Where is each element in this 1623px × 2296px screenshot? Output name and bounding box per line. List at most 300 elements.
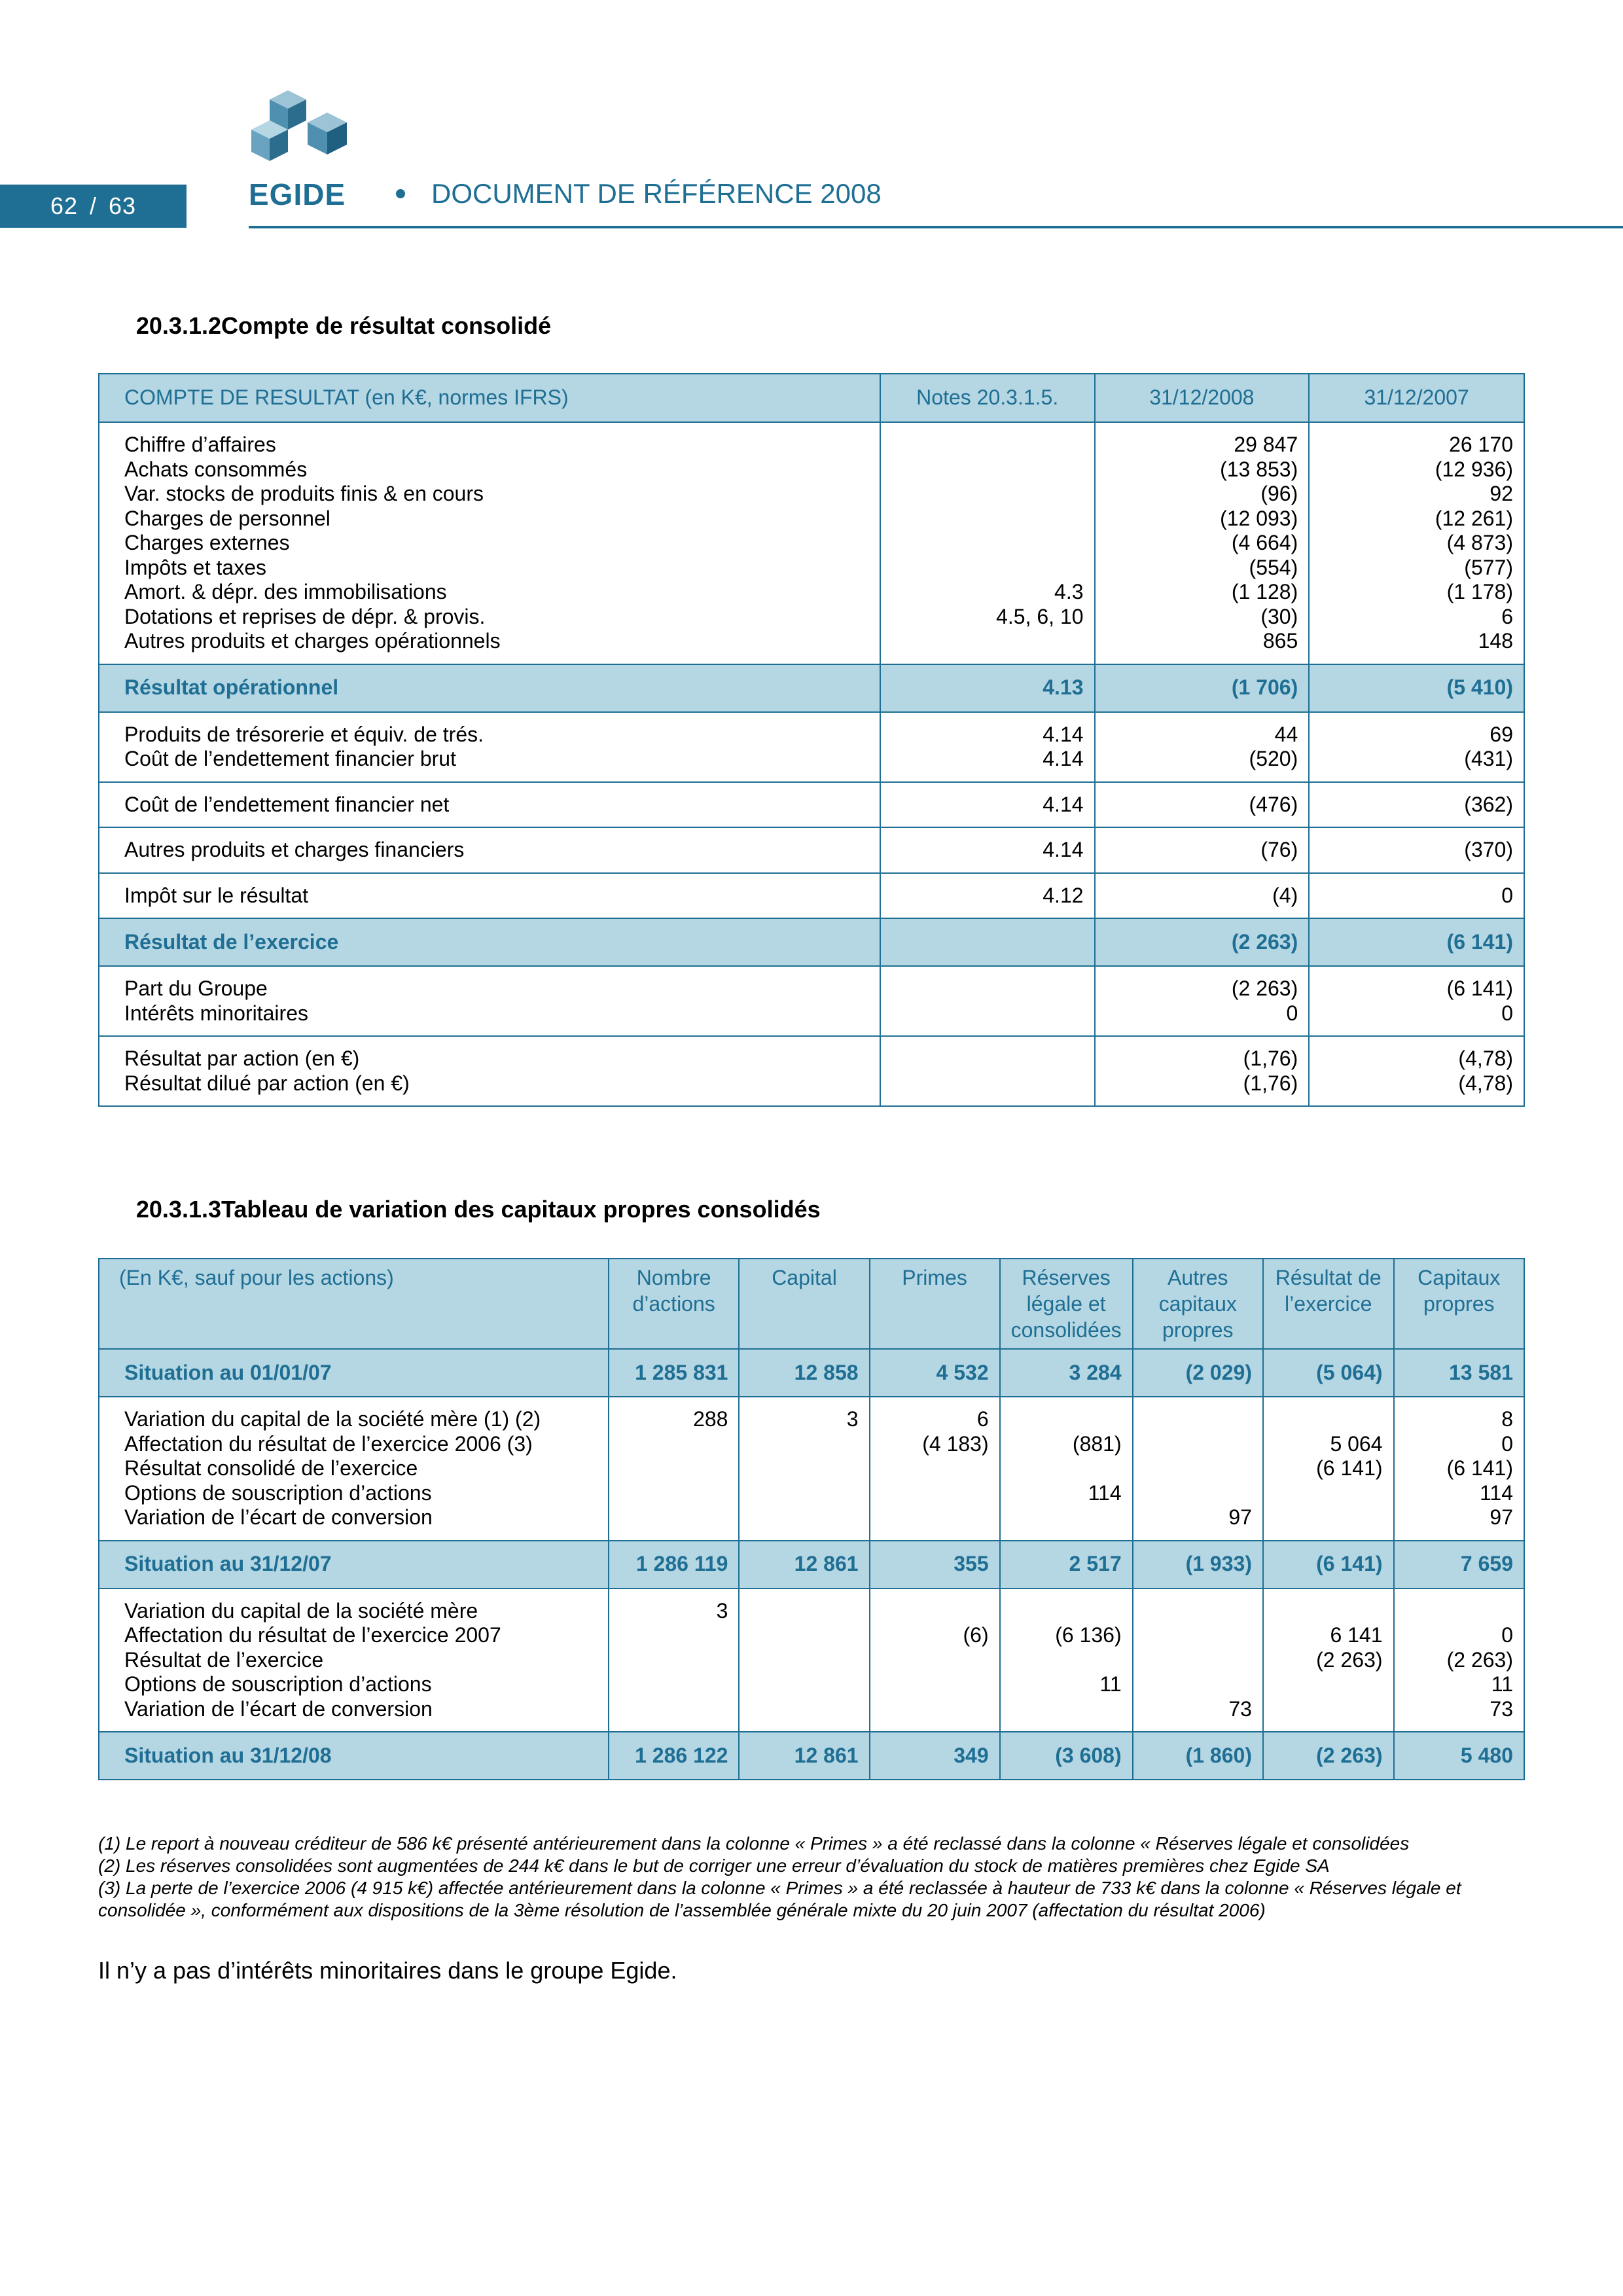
table-row bbox=[99, 873, 1524, 919]
value-cell bbox=[1133, 1349, 1263, 1397]
cell-line: 4.14 bbox=[1043, 792, 1084, 816]
cell-line bbox=[750, 1599, 858, 1624]
cell-line bbox=[750, 1672, 858, 1697]
cell-line: 29 847 bbox=[1234, 433, 1298, 456]
cell-line: 4.13 bbox=[1043, 675, 1084, 700]
cell-line: (2 029) bbox=[1185, 1360, 1252, 1384]
header-line: propres bbox=[1423, 1292, 1495, 1316]
situation-row bbox=[99, 1349, 1524, 1397]
cell-line bbox=[891, 1071, 1084, 1096]
cell-line: (431) bbox=[1464, 747, 1513, 770]
notes-cell bbox=[880, 782, 1095, 828]
cell-line: Résultat opérationnel bbox=[124, 675, 339, 700]
cell-line bbox=[1274, 1697, 1383, 1722]
cell-line bbox=[620, 1672, 728, 1697]
value-cell bbox=[1263, 1541, 1394, 1588]
value-cell bbox=[1000, 1349, 1133, 1397]
cell-line bbox=[881, 1456, 989, 1481]
value-2008-cell bbox=[1095, 1036, 1310, 1106]
cell-line: 97 bbox=[1228, 1505, 1252, 1529]
cell-line: (1 933) bbox=[1185, 1552, 1252, 1576]
value-cell bbox=[870, 1349, 1000, 1397]
cell-line: (4) bbox=[1272, 883, 1298, 907]
row-label-cell bbox=[99, 1349, 609, 1397]
cell-line: (577) bbox=[1464, 555, 1513, 579]
cell-line bbox=[620, 1623, 728, 1648]
cell-line: 3 bbox=[716, 1598, 728, 1623]
value-2007-cell bbox=[1309, 966, 1524, 1036]
cell-line: 12 861 bbox=[794, 1743, 859, 1767]
header-line: Résultat de bbox=[1275, 1266, 1382, 1289]
value-cell bbox=[1263, 1397, 1394, 1541]
value-cell bbox=[1394, 1588, 1524, 1732]
row-label-cell bbox=[99, 1588, 609, 1732]
section-heading-income-statement bbox=[98, 312, 551, 340]
cell-line: (4,78) bbox=[1458, 1071, 1513, 1095]
value-cell bbox=[739, 1397, 869, 1541]
cell-line: (96) bbox=[1260, 482, 1298, 505]
cell-line: (6 141) bbox=[1446, 977, 1513, 1000]
cell-line bbox=[750, 1432, 858, 1457]
cell-line: Impôt sur le résultat bbox=[124, 883, 308, 907]
cell-line: 69 bbox=[1489, 722, 1513, 746]
value-cell bbox=[870, 1397, 1000, 1541]
header-cell: 31/12/2007 bbox=[1309, 374, 1524, 422]
cell-line: Situation au 01/01/07 bbox=[124, 1360, 332, 1384]
cell-line bbox=[750, 1623, 858, 1648]
cell-line: (6 141) bbox=[1446, 1456, 1513, 1480]
value-2007-cell bbox=[1309, 1036, 1524, 1106]
cell-line bbox=[620, 1648, 728, 1673]
row-label-cell bbox=[99, 918, 880, 966]
income-statement-table bbox=[98, 373, 1525, 1107]
cell-line bbox=[1144, 1407, 1252, 1432]
header-line: l’exercice bbox=[1285, 1292, 1372, 1316]
footnote: (1) Le report à nouveau créditeur de 586 k€ présenté antérieurement dans la colonne « Primes » a été reclassé dans la colonne « Réserves légale et consolidées bbox=[98, 1833, 1410, 1854]
cell-line: (12 936) bbox=[1435, 457, 1513, 481]
value-2008-cell bbox=[1095, 782, 1310, 828]
cell-line: (5 410) bbox=[1446, 675, 1513, 700]
row-label-cell bbox=[99, 712, 880, 782]
cell-line bbox=[750, 1505, 858, 1530]
value-cell bbox=[870, 1588, 1000, 1732]
logo-wordmark: EGIDE bbox=[249, 177, 346, 209]
page-current: 62 bbox=[50, 192, 78, 219]
row-label-cell bbox=[99, 1397, 609, 1541]
cell-line: 13 581 bbox=[1449, 1360, 1513, 1384]
header-cell bbox=[1263, 1259, 1394, 1349]
page-separator: / bbox=[89, 192, 97, 219]
value-2008-cell bbox=[1095, 827, 1310, 873]
cell-line: (4 873) bbox=[1446, 531, 1513, 554]
cell-line bbox=[1144, 1432, 1252, 1457]
cell-line: 355 bbox=[954, 1552, 989, 1576]
value-cell bbox=[609, 1732, 740, 1780]
header-cell bbox=[1394, 1259, 1524, 1349]
situation-row bbox=[99, 1732, 1524, 1780]
document-title-text: DOCUMENT DE RÉFÉRENCE 2008 bbox=[431, 178, 882, 209]
value-2007-cell bbox=[1309, 827, 1524, 873]
value-cell bbox=[1394, 1397, 1524, 1541]
header-line: (En K€, sauf pour les actions) bbox=[119, 1266, 394, 1289]
cell-line: 114 bbox=[1479, 1480, 1513, 1505]
cell-line: Affectation du résultat de l’exercice 2006 (3) bbox=[124, 1431, 533, 1456]
cell-line bbox=[1011, 1505, 1122, 1530]
row-label-cell bbox=[99, 1732, 609, 1780]
cell-line bbox=[1011, 1456, 1122, 1481]
cell-line: (4 183) bbox=[922, 1431, 989, 1456]
header-line: capitaux bbox=[1158, 1292, 1237, 1316]
cell-line bbox=[1144, 1623, 1252, 1648]
cell-line: 73 bbox=[1228, 1696, 1252, 1721]
value-cell bbox=[1000, 1397, 1133, 1541]
cell-line: 4.14 bbox=[1043, 747, 1084, 770]
value-cell bbox=[1394, 1541, 1524, 1588]
cell-line: (76) bbox=[1260, 838, 1298, 861]
cell-line bbox=[881, 1481, 989, 1506]
cell-line: (30) bbox=[1260, 604, 1298, 628]
cell-line: 8 bbox=[1501, 1407, 1513, 1431]
cell-line: 4.14 bbox=[1043, 838, 1084, 861]
cell-line: 6 bbox=[1501, 604, 1513, 628]
cell-line: 1 286 119 bbox=[635, 1552, 728, 1576]
header-cell: 31/12/2008 bbox=[1095, 374, 1310, 422]
value-cell bbox=[1394, 1732, 1524, 1780]
cell-line: Situation au 31/12/07 bbox=[124, 1552, 332, 1576]
page-total: 63 bbox=[109, 192, 137, 219]
header-cell bbox=[870, 1259, 1000, 1349]
cell-line: Résultat de l’exercice bbox=[124, 1647, 324, 1672]
value-2008-cell bbox=[1095, 918, 1310, 966]
value-cell bbox=[1000, 1541, 1133, 1588]
row-label-cell bbox=[99, 966, 880, 1036]
cell-line: 97 bbox=[1489, 1505, 1513, 1529]
cell-line: 5 480 bbox=[1460, 1743, 1513, 1767]
situation-row bbox=[99, 1541, 1524, 1588]
cell-line: (3 608) bbox=[1055, 1743, 1122, 1767]
cell-line bbox=[891, 629, 1084, 654]
cell-line: (370) bbox=[1464, 838, 1513, 861]
cell-line: (4 664) bbox=[1231, 531, 1298, 554]
cell-line: (2 263) bbox=[1446, 1647, 1513, 1672]
cell-line bbox=[620, 1481, 728, 1506]
value-cell bbox=[1133, 1588, 1263, 1732]
footnote: (2) Les réserves consolidées sont augmentées de 244 k€ dans le but de corriger une erreur d’évaluation du stock de matières premières chez Egide SA bbox=[98, 1856, 1330, 1876]
cell-line: Variation de l’écart de conversion bbox=[124, 1696, 433, 1721]
cell-line: 73 bbox=[1489, 1696, 1513, 1721]
notes-cell bbox=[880, 664, 1095, 712]
cell-line bbox=[1144, 1599, 1252, 1624]
cell-line: 26 170 bbox=[1449, 433, 1513, 456]
notes-cell bbox=[880, 422, 1095, 664]
cell-line: 0 bbox=[1501, 1431, 1513, 1456]
header-cell: Notes 20.3.1.5. bbox=[880, 374, 1095, 422]
cell-line bbox=[1144, 1481, 1252, 1506]
cell-line: 92 bbox=[1489, 482, 1513, 505]
cell-line: Part du Groupe bbox=[124, 977, 268, 1000]
cell-line: Résultat de l’exercice bbox=[124, 929, 339, 954]
cell-line: Situation au 31/12/08 bbox=[124, 1743, 332, 1767]
cell-line: (1 178) bbox=[1446, 580, 1513, 603]
header-rule bbox=[249, 226, 1623, 228]
cell-line: 12 858 bbox=[794, 1360, 859, 1384]
cell-line: 349 bbox=[954, 1743, 989, 1767]
header-cell: COMPTE DE RESULTAT (en K€, normes IFRS) bbox=[99, 374, 880, 422]
cell-line: Résultat dilué par action (en €) bbox=[124, 1071, 410, 1095]
notes-cell bbox=[880, 827, 1095, 873]
closing-statement: Il n’y a pas d’intérêts minoritaires dans le groupe Egide. bbox=[98, 1957, 677, 1984]
cell-line: (2 263) bbox=[1231, 929, 1298, 954]
table-row bbox=[99, 1588, 1524, 1732]
cell-line bbox=[620, 1456, 728, 1481]
value-cell bbox=[1000, 1588, 1133, 1732]
cell-line: 865 bbox=[1262, 629, 1298, 653]
cell-line: 44 bbox=[1274, 722, 1298, 746]
cell-line bbox=[620, 1432, 728, 1457]
cell-line: (13 853) bbox=[1220, 457, 1298, 481]
header-line: Primes bbox=[902, 1266, 967, 1289]
value-2008-cell bbox=[1095, 966, 1310, 1036]
value-cell bbox=[1263, 1588, 1394, 1732]
header-cell bbox=[99, 1259, 609, 1349]
cell-line: 7 659 bbox=[1460, 1552, 1513, 1576]
cell-line bbox=[891, 457, 1084, 482]
value-2007-cell bbox=[1309, 782, 1524, 828]
cell-line: (554) bbox=[1249, 555, 1298, 579]
cell-line bbox=[1144, 1648, 1252, 1673]
cell-line: Amort. & dépr. des immobilisations bbox=[124, 580, 447, 603]
cell-line: Variation du capital de la société mère (1) (2) bbox=[124, 1407, 541, 1431]
cell-line bbox=[620, 1697, 728, 1722]
cell-line: (4,78) bbox=[1458, 1047, 1513, 1070]
cell-line bbox=[1144, 1456, 1252, 1481]
cell-line: (12 261) bbox=[1435, 506, 1513, 530]
cell-line: Charges de personnel bbox=[124, 506, 330, 530]
table-row bbox=[99, 966, 1524, 1036]
cell-line: (1 128) bbox=[1231, 580, 1298, 603]
cell-line: Options de souscription d’actions bbox=[124, 1672, 432, 1696]
cell-line: (6 141) bbox=[1446, 929, 1513, 954]
section-number: 20.3.1.3 bbox=[135, 1196, 221, 1223]
footnote: (3) La perte de l’exercice 2006 (4 915 k€) affectée antérieurement dans la colonne « Primes » a été reclassée à hauteur de 733 k€ dans la colonne « Réserves légale et consolidée », conformément aux dispositions de la 3ème résolution de l’assemblée générale mixte du 20 juin 2007 (affectation du résultat 2006) bbox=[98, 1878, 1461, 1920]
value-cell bbox=[739, 1541, 869, 1588]
row-label-cell bbox=[99, 422, 880, 664]
header-line: Autres bbox=[1168, 1266, 1228, 1289]
bullet-icon bbox=[396, 189, 405, 198]
cell-line: Variation du capital de la société mère bbox=[124, 1598, 478, 1623]
table-row bbox=[99, 1397, 1524, 1541]
cell-line: (881) bbox=[1072, 1431, 1122, 1456]
cell-line: (2 263) bbox=[1316, 1743, 1383, 1767]
row-label-cell bbox=[99, 873, 880, 919]
cell-line: (6 136) bbox=[1055, 1623, 1122, 1647]
cell-line bbox=[1011, 1697, 1122, 1722]
cell-line: 4.12 bbox=[1043, 883, 1084, 907]
cell-line: 1 285 831 bbox=[635, 1360, 728, 1384]
cell-line: Affectation du résultat de l’exercice 2007 bbox=[124, 1623, 501, 1647]
cell-line: Var. stocks de produits finis & en cours bbox=[124, 482, 484, 505]
cell-line bbox=[1274, 1505, 1383, 1530]
value-cell bbox=[1133, 1541, 1263, 1588]
cell-line: Achats consommés bbox=[124, 457, 308, 481]
table-row bbox=[99, 827, 1524, 873]
section-heading-equity-changes bbox=[98, 1196, 821, 1223]
cell-line bbox=[1405, 1599, 1513, 1624]
header-line: propres bbox=[1162, 1318, 1234, 1342]
value-cell bbox=[1000, 1732, 1133, 1780]
table-row bbox=[99, 712, 1524, 782]
row-label-cell bbox=[99, 1541, 609, 1588]
value-cell bbox=[1263, 1732, 1394, 1780]
cell-line: 3 bbox=[846, 1407, 859, 1431]
cell-line bbox=[891, 977, 1084, 1001]
header-cell bbox=[1000, 1259, 1133, 1349]
table-row bbox=[99, 782, 1524, 828]
cell-line bbox=[1011, 1648, 1122, 1673]
cell-line bbox=[891, 482, 1084, 507]
cell-line bbox=[1274, 1599, 1383, 1624]
header-cell bbox=[739, 1259, 869, 1349]
cell-line: 114 bbox=[1088, 1480, 1122, 1505]
footnotes bbox=[98, 1833, 1525, 1922]
cell-line bbox=[891, 930, 1084, 955]
equity-changes-table bbox=[98, 1258, 1525, 1780]
cell-line: 4 532 bbox=[936, 1360, 989, 1384]
cell-line: Intérêts minoritaires bbox=[124, 1001, 308, 1025]
row-label-cell bbox=[99, 1036, 880, 1106]
value-2007-cell bbox=[1309, 918, 1524, 966]
cell-line bbox=[891, 531, 1084, 556]
cell-line: 3 284 bbox=[1069, 1360, 1122, 1384]
header-line: d’actions bbox=[632, 1292, 715, 1316]
value-2008-cell bbox=[1095, 712, 1310, 782]
header-line: Réserves bbox=[1022, 1266, 1111, 1289]
cell-line: Chiffre d’affaires bbox=[124, 433, 276, 456]
cell-line bbox=[750, 1481, 858, 1506]
row-label-cell bbox=[99, 827, 880, 873]
cell-line: (12 093) bbox=[1220, 506, 1298, 530]
cell-line: 12 861 bbox=[794, 1552, 859, 1576]
cell-line bbox=[1144, 1672, 1252, 1697]
page-number-badge bbox=[0, 185, 187, 228]
notes-cell bbox=[880, 918, 1095, 966]
value-cell bbox=[609, 1349, 740, 1397]
notes-cell bbox=[880, 873, 1095, 919]
cell-line bbox=[1274, 1672, 1383, 1697]
value-cell bbox=[609, 1588, 740, 1732]
cell-line: Options de souscription d’actions bbox=[124, 1480, 432, 1505]
cell-line: 11 bbox=[1491, 1672, 1513, 1696]
value-cell bbox=[1394, 1349, 1524, 1397]
section-title: Tableau de variation des capitaux propres consolidés bbox=[221, 1196, 821, 1223]
cell-line: Coût de l’endettement financier brut bbox=[124, 747, 456, 770]
cell-line bbox=[881, 1505, 989, 1530]
cell-line: Résultat consolidé de l’exercice bbox=[124, 1456, 418, 1480]
cell-line: (6 141) bbox=[1316, 1456, 1383, 1480]
cell-line: 11 bbox=[1099, 1672, 1122, 1696]
cell-line: Coût de l’endettement financier net bbox=[124, 792, 450, 816]
cell-line: Impôts et taxes bbox=[124, 555, 266, 579]
cell-line bbox=[1274, 1407, 1383, 1432]
value-cell bbox=[739, 1588, 869, 1732]
header-line: légale et bbox=[1026, 1292, 1106, 1316]
row-label-cell bbox=[99, 782, 880, 828]
cell-line: 5 064 bbox=[1330, 1431, 1383, 1456]
cell-line: (2 263) bbox=[1231, 977, 1298, 1000]
cell-line: 4.3 bbox=[1054, 580, 1084, 603]
cell-line: (5 064) bbox=[1316, 1360, 1383, 1384]
cell-line: Autres produits et charges financiers bbox=[124, 838, 465, 861]
section-title: Compte de résultat consolidé bbox=[221, 312, 552, 339]
cell-line bbox=[881, 1672, 989, 1697]
cell-line bbox=[881, 1599, 989, 1624]
value-cell bbox=[609, 1397, 740, 1541]
header-line: consolidées bbox=[1010, 1318, 1122, 1342]
notes-cell bbox=[880, 712, 1095, 782]
header-cell bbox=[1133, 1259, 1263, 1349]
header-cell bbox=[609, 1259, 740, 1349]
cell-line: 0 bbox=[1501, 1623, 1513, 1647]
cell-line bbox=[881, 1697, 989, 1722]
cell-line: Variation de l’écart de conversion bbox=[124, 1505, 433, 1529]
value-cell bbox=[609, 1541, 740, 1588]
cell-line bbox=[750, 1456, 858, 1481]
value-2007-cell bbox=[1309, 873, 1524, 919]
cell-line: 288 bbox=[693, 1407, 728, 1431]
cell-line bbox=[1011, 1407, 1122, 1432]
value-2008-cell bbox=[1095, 664, 1310, 712]
subtotal-row bbox=[99, 664, 1524, 712]
cell-line: Dotations et reprises de dépr. & provis. bbox=[124, 604, 486, 628]
cell-line: (1 706) bbox=[1231, 675, 1298, 700]
table-header-row bbox=[99, 374, 1524, 422]
cell-line: 1 286 122 bbox=[635, 1743, 728, 1767]
value-2007-cell bbox=[1309, 712, 1524, 782]
value-cell bbox=[739, 1349, 869, 1397]
cell-line bbox=[1274, 1481, 1383, 1506]
cell-line: 2 517 bbox=[1069, 1552, 1122, 1576]
subtotal-row bbox=[99, 918, 1524, 966]
cell-line: (362) bbox=[1464, 792, 1513, 816]
cell-line: (1,76) bbox=[1243, 1071, 1298, 1095]
cell-line bbox=[620, 1505, 728, 1530]
value-cell bbox=[870, 1541, 1000, 1588]
value-cell bbox=[1263, 1349, 1394, 1397]
notes-cell bbox=[880, 966, 1095, 1036]
cell-line bbox=[891, 507, 1084, 531]
cell-line: (1,76) bbox=[1243, 1047, 1298, 1070]
value-cell bbox=[870, 1732, 1000, 1780]
cell-line bbox=[750, 1648, 858, 1673]
cell-line: Charges externes bbox=[124, 531, 290, 554]
header-line: Capitaux bbox=[1418, 1266, 1501, 1289]
cell-line bbox=[891, 433, 1084, 457]
cell-line bbox=[891, 1047, 1084, 1071]
value-2008-cell bbox=[1095, 422, 1310, 664]
cell-line: 6 141 bbox=[1330, 1623, 1383, 1647]
cell-line bbox=[1011, 1599, 1122, 1624]
egide-logo bbox=[249, 85, 366, 209]
cell-line: Résultat par action (en €) bbox=[124, 1047, 360, 1070]
cell-line: 148 bbox=[1478, 629, 1513, 653]
value-cell bbox=[739, 1732, 869, 1780]
cell-line bbox=[750, 1697, 858, 1722]
value-cell bbox=[1133, 1732, 1263, 1780]
cell-line: (476) bbox=[1249, 792, 1298, 816]
cell-line: Produits de trésorerie et équiv. de trés. bbox=[124, 722, 484, 746]
section-number: 20.3.1.2 bbox=[135, 312, 221, 339]
cell-line: 6 bbox=[976, 1407, 989, 1431]
